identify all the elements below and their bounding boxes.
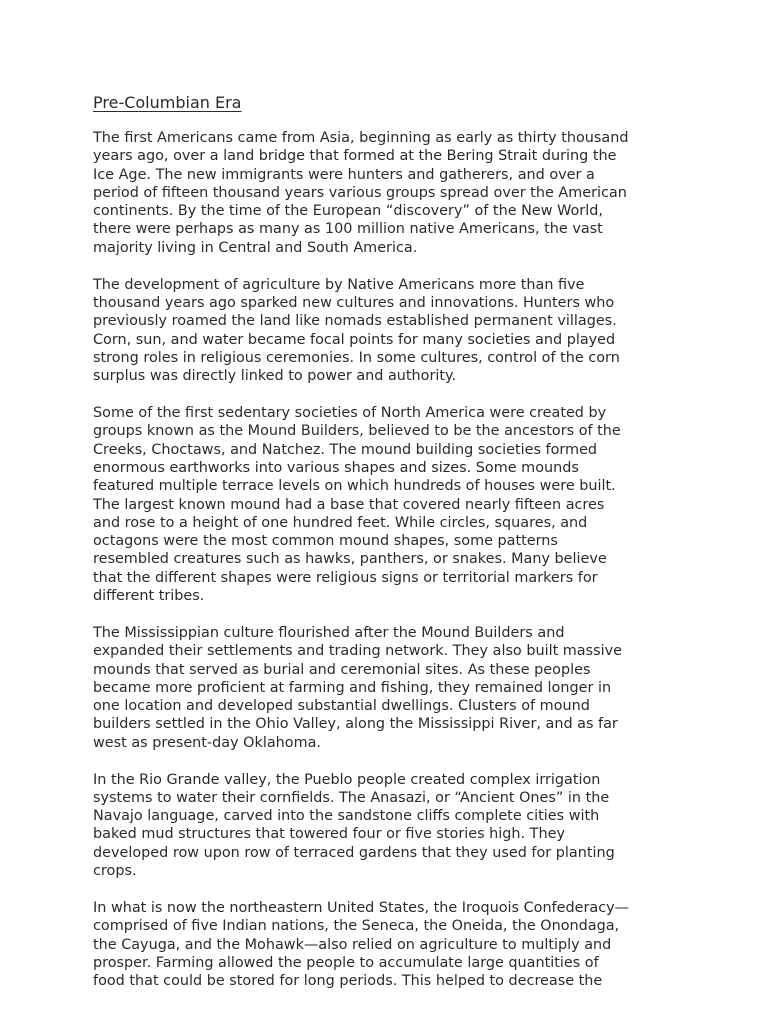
text-line: became more proficient at farming and fishing, they remained longer in [93,679,612,696]
text-line: builders settled in the Ohio Valley, along the Mississippi River, and as far [93,716,618,733]
text-line: food that could be stored for long periods. This helped to decrease the [93,973,603,990]
text-line: groups known as the Mound Builders, believed to be the ancestors of the [93,423,621,440]
text-line: period of fifteen thousand years various groups spread over the American [93,184,627,201]
text-line: prosper. Farming allowed the people to accumulate large quantities of [93,954,599,971]
text-line: continents. By the time of the European “discovery” of the New World, [93,203,603,220]
text-line: years ago, over a land bridge that formed at the Bering Strait during the [93,148,617,165]
text-line: The largest known mound had a base that covered nearly fifteen acres [93,496,605,513]
text-line: one location and developed substantial dwellings. Clusters of mound [93,698,590,715]
text-line: developed row upon row of terraced gardens that they used for planting [93,844,615,861]
text-line: and rose to a height of one hundred feet. While circles, squares, and [93,514,588,531]
text-line: surplus was directly linked to power and authority. [93,368,457,385]
text-line: In the Rio Grande valley, the Pueblo people created complex irrigation [93,771,601,788]
text-line: the Cayuga, and the Mohawk—also relied on agriculture to multiply and [93,936,612,953]
text-line: different tribes. [93,588,205,605]
text-line: The first Americans came from Asia, beginning as early as thirty thousand [93,130,629,146]
text-line: The Mississippian culture flourished after the Mound Builders and [93,624,565,641]
paragraph [93,129,677,257]
text-line: The development of agriculture by Native Americans more than five [93,276,585,293]
text-line: octagons were the most common mound shapes, some patterns [93,533,558,550]
text-line: In what is now the northeastern United States, the Iroquois Confederacy— [93,899,630,916]
text-line: previously roamed the land like nomads established permanent villages. [93,313,617,330]
text-line: crops. [93,863,137,880]
text-line: that the different shapes were religious signs or territorial markers for [93,569,598,586]
text-line: comprised of five Indian nations, the Seneca, the Oneida, the Onondaga, [93,918,620,935]
text-line: Some of the first sedentary societies of North America were created by [93,405,607,422]
text-line: systems to water their cornfields. The Anasazi, or “Ancient Ones” in the [93,789,610,806]
text-line: strong roles in religious ceremonies. In some cultures, control of the corn [93,349,620,366]
text-line: thousand years ago sparked new cultures and innovations. Hunters who [93,294,615,311]
document-title: Pre-Columbian Era [93,93,242,112]
text-line: featured multiple terrace levels on which hundreds of houses were built. [93,478,616,495]
paragraph [93,899,677,990]
text-line: Ice Age. The new immigrants were hunters and gatherers, and over a [93,166,595,183]
text-line: Navajo language, carved into the sandstone cliffs complete cities with [93,808,600,825]
paragraph [93,771,677,881]
paragraph [93,404,677,605]
text-line: Corn, sun, and water became focal points for many societies and played [93,331,616,348]
text-line: baked mud structures that towered four or five stories high. They [93,826,565,843]
text-line: enormous earthworks into various shapes and sizes. Some mounds [93,459,579,476]
paragraph [93,276,677,386]
text-line: Creeks, Choctaws, and Natchez. The mound building societies formed [93,441,598,458]
text-line: resembled creatures such as hawks, panthers, or snakes. Many believe [93,551,607,568]
text-line: there were perhaps as many as 100 million native Americans, the vast [93,221,603,238]
text-line: mounds that served as burial and ceremonial sites. As these peoples [93,661,591,678]
text-line: majority living in Central and South America. [93,239,418,256]
text-line: expanded their settlements and trading network. They also built massive [93,643,622,660]
document-page [93,92,677,1009]
paragraph [93,624,677,752]
text-line: west as present-day Oklahoma. [93,734,321,751]
